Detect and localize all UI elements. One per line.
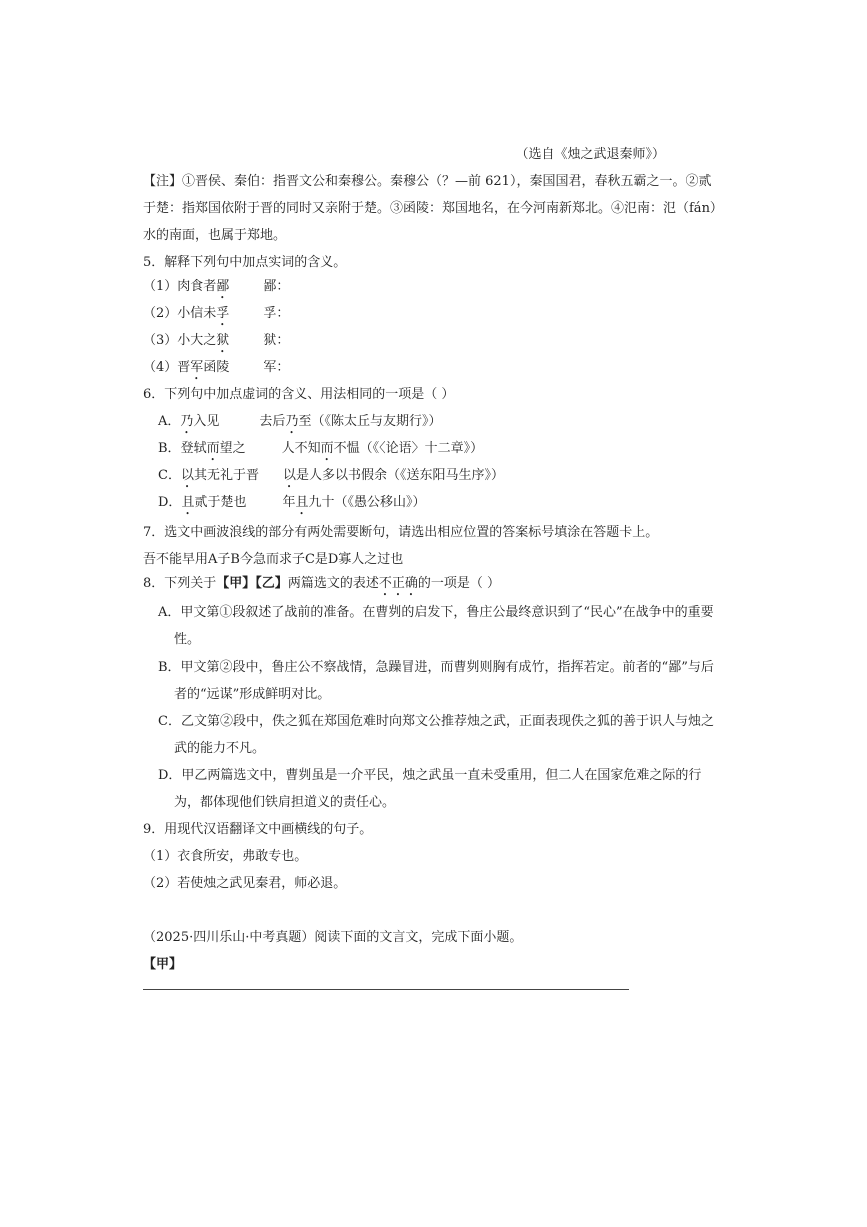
q8-option-a-line1: A．甲文第①段叙述了战前的准备。在曹刿的启发下，鲁庄公最终意识到了“民心”在战争中的重要 (158, 605, 714, 620)
source-line: （选自《烛之武退秦师》） (515, 147, 665, 162)
q9-item-1: （1）衣食所安，弗敢专也。 (143, 849, 308, 864)
q5-item: （3）小大之狱 狱： (143, 333, 290, 348)
q6-option-c: C．以其无礼于晋 以是人多以书假余（《送东阳马生序》） (158, 468, 505, 483)
q6-option-d: D．且贰于楚也 年且九十（《愚公移山》） (158, 495, 426, 510)
q8-option-b-line1: B．甲文第②段中，鲁庄公不察战情，急躁冒进，而曹刿则胸有成竹，指挥若定。前者的“鄙”与后 (158, 660, 714, 675)
q8-option-d-line2: 为，都体现他们铁肩担道义的责任心。 (174, 795, 396, 810)
q5-item: （4）晋军函陵 军： (143, 360, 290, 375)
note-line-1: 【注】①晋侯、秦伯：指晋文公和秦穆公。秦穆公（？—前 621），秦国国君，春秋五霸之一。②贰 (143, 174, 712, 189)
q6-title: 6．下列句中加点虚词的含义、用法相同的一项是（ ） (143, 387, 455, 402)
q8-title: 8．下列关于【甲】【乙】两篇选文的表述不正确的一项是（ ） (143, 576, 500, 591)
q8-option-c-line2: 武的能力不凡。 (174, 741, 266, 756)
q5-item: （2）小信未孚 孚： (143, 306, 290, 321)
q8-option-a-line2: 性。 (174, 632, 201, 647)
section-divider (143, 989, 629, 990)
q8-option-c-line1: C．乙文第②段中，佚之狐在郑国危难时向郑文公推荐烛之武，正面表现佚之狐的善于识人与烛之 (158, 714, 714, 729)
next-section-intro: （2025·四川乐山·中考真题）阅读下面的文言文，完成下面小题。 (143, 930, 523, 945)
q6-option-b: B．登轼而望之 人不知而不愠（《〈论语〉十二章》） (158, 441, 484, 456)
q6-option-a: A．乃入见 去后乃至（《陈太丘与友期行》） (158, 414, 442, 429)
note-line-2: 于楚：指郑国依附于晋的同时又亲附于楚。③函陵：郑国地名，在今河南新郑北。④氾南：氾（fán） (143, 201, 723, 216)
q8-option-d-line1: D．甲乙两篇选文中，曹刿虽是一介平民，烛之武虽一直未受重用，但二人在国家危难之际的行 (158, 768, 702, 783)
q7-sentence: 吾不能早用A子B今急而求子C是D寡人之过也 (143, 552, 404, 567)
q9-title: 9．用现代汉语翻译文中画横线的句子。 (143, 822, 373, 837)
q9-item-2: （2）若使烛之武见秦君，师必退。 (143, 876, 347, 891)
q8-option-b-line2: 者的“远谋”形成鲜明对比。 (174, 687, 331, 702)
next-section-label: 【甲】 (143, 957, 183, 972)
q7-title: 7．选文中画波浪线的部分有两处需要断句，请选出相应位置的答案标号填涂在答题卡上。 (143, 525, 659, 540)
note-line-3: 水的南面，也属于郑地。 (143, 228, 287, 243)
q5-item: （1）肉食者鄙 鄙： (143, 279, 290, 294)
q5-title: 5．解释下列句中加点实词的含义。 (143, 255, 347, 270)
